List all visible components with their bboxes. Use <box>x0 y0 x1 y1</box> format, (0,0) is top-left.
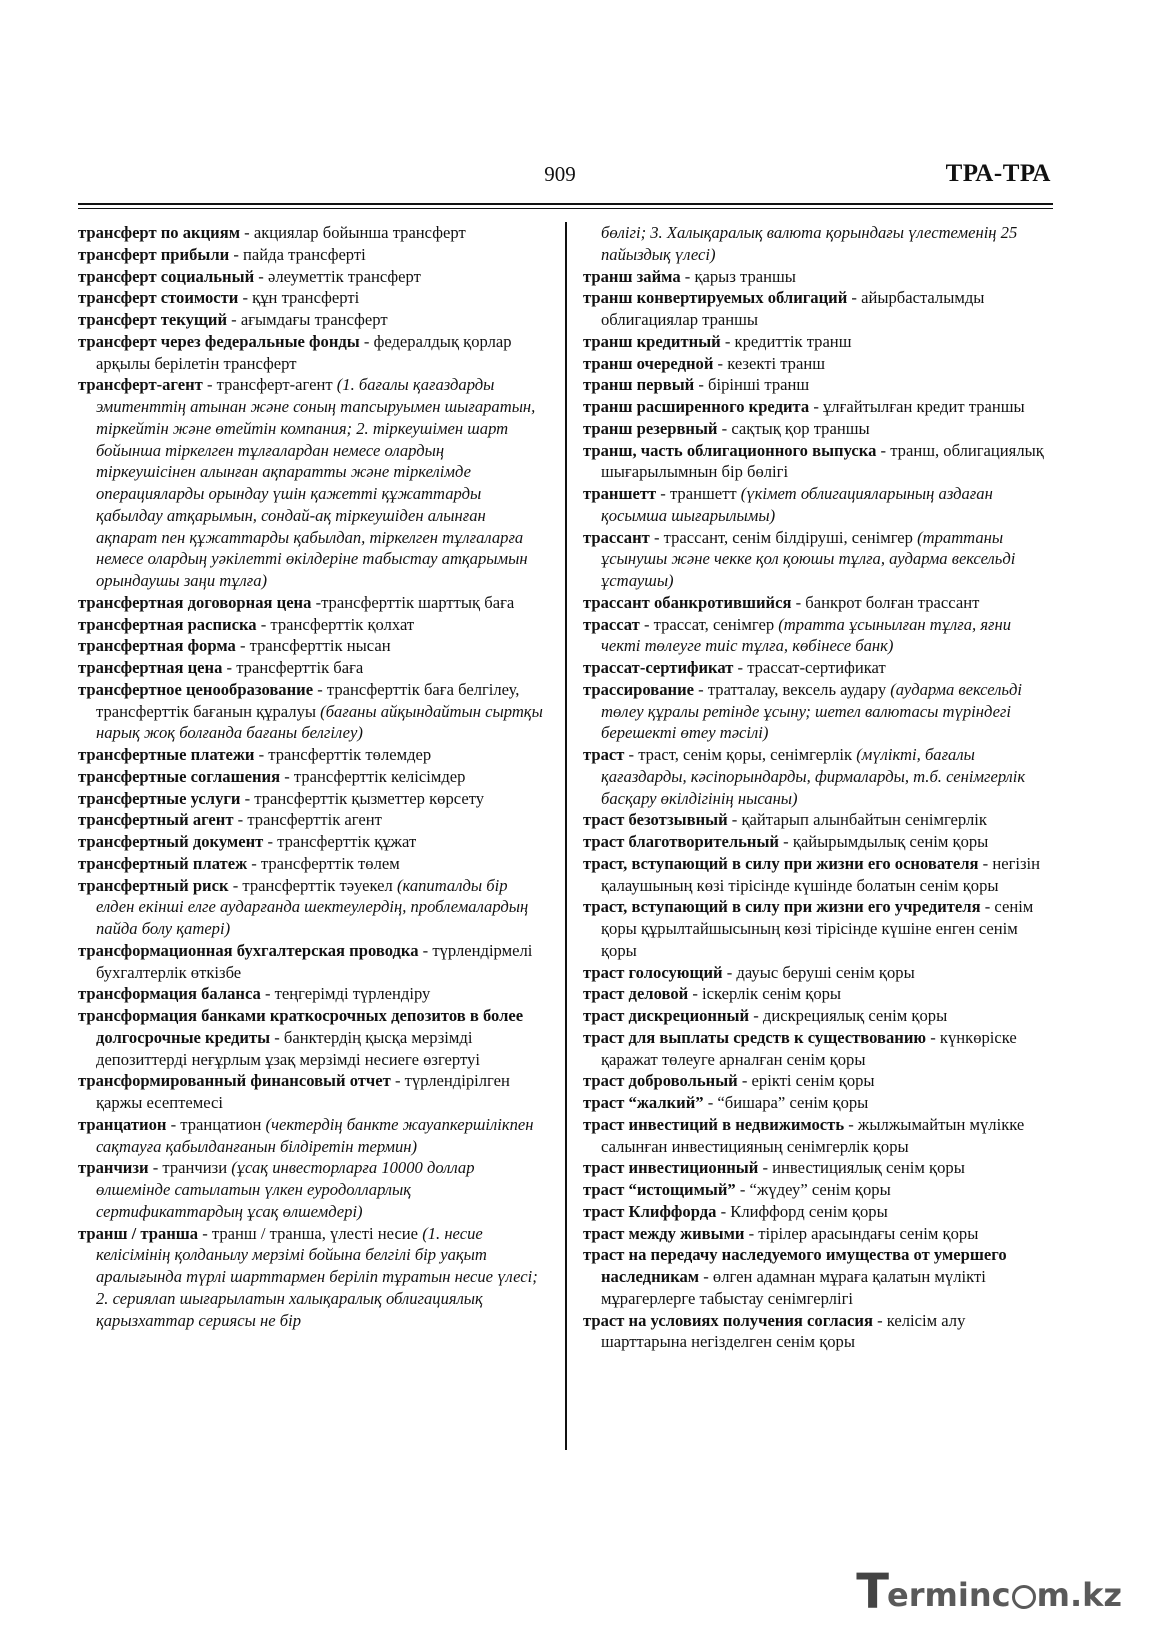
entry-definition: - пайда трансферті <box>229 244 366 264</box>
entry-term: траст инвестиционный <box>583 1158 759 1178</box>
dictionary-entry <box>583 1223 1051 1245</box>
dictionary-entry <box>583 483 1051 527</box>
entry-term: траст деловой <box>583 984 689 1004</box>
entry-term: траст, вступающий в силу при жизни его учредителя <box>583 897 981 917</box>
entry-term: трансфертная договорная цена <box>78 592 312 612</box>
entry-definition: - трансферттік тәуекел <box>228 875 397 895</box>
entry-term: трансфертный документ <box>78 832 264 851</box>
entry-definition: - теңгерімді түрлендіру <box>260 984 431 1004</box>
entry-definition: - трассат-сертификат <box>733 658 886 677</box>
dictionary-entry <box>583 896 1051 961</box>
entry-definition: - ағымдағы трансферт <box>227 310 388 329</box>
entry-note: (мүлікті, бағалы қағаздарды, кәсіпорындарды, фирмаларды, т.б. сенімгерлік басқару өкілдігінің нысаны) <box>601 745 1026 808</box>
dictionary-entry <box>78 657 548 679</box>
entry-term: трассант <box>583 527 650 547</box>
entry-definition: - айырбасталымды облигациялар траншы <box>601 288 985 329</box>
dictionary-entry <box>583 287 1051 331</box>
dictionary-entry <box>78 809 548 831</box>
entry-term: траст инвестиций в недвижимость <box>583 1114 845 1134</box>
entry-definition: - қайтарып алынбайтын сенімгерлік <box>727 810 987 830</box>
entry-definition: - трансферттік қолхат <box>256 614 415 634</box>
dictionary-entry <box>583 1244 1051 1309</box>
entry-note: (үкімет облигацияларының аздаған қосымша шығарылымы) <box>601 484 993 525</box>
entry-definition: - негізін қалаушының көзі тірісінде күшінде болатын сенім қоры <box>601 853 1041 895</box>
entry-definition: - транш, облигациялық шығарылымнын бір бөлігі <box>601 440 1044 482</box>
entry-term: траст безотзывный <box>583 810 728 830</box>
continuation-text: бөлігі; 3. Халықаралық валюта қорындағы үлестеменің 25 пайыздық үлесі) <box>601 223 1018 264</box>
entry-definition: - ерікті сенім қоры <box>737 1071 875 1091</box>
dictionary-entry <box>583 1092 1051 1114</box>
entry-term: трансфертный агент <box>78 810 234 830</box>
entry-note: (аударма вексельді төлеу құралы ретінде ұсыну; шетел валютасы түріндегі берешекті өтеу тәсілі) <box>601 679 1022 743</box>
dictionary-entry <box>78 1114 548 1158</box>
entry-definition: - трансферттік баға белгілеу, трансферттік бағанын құралуы <box>96 679 520 721</box>
entry-term: трансферт текущий <box>78 310 228 329</box>
dictionary-entry <box>78 592 548 614</box>
dictionary-entry <box>78 614 548 636</box>
dictionary-entry <box>583 331 1051 353</box>
entry-definition: - трансферттік қызметтер көрсету <box>240 788 485 808</box>
dictionary-entry <box>78 266 548 288</box>
entry-definition: - “бишара” сенім қоры <box>703 1093 869 1112</box>
dictionary-entry <box>78 1157 548 1222</box>
entry-definition: - күнкөріске қаражат төлеуге арналған сенім қоры <box>601 1027 1017 1069</box>
entry-note: (бағаны айқындайтын сыртқы нарық жоқ болғанда бағаны белгілеу) <box>96 701 543 743</box>
entry-term: трансферт социальный <box>78 266 255 286</box>
dictionary-entry <box>583 657 1051 679</box>
entry-term: трансфертные платежи <box>78 745 255 764</box>
entry-definition: - трансферт-агент <box>202 375 337 395</box>
entry-definition: - тірілер арасындағы сенім қоры <box>744 1223 979 1243</box>
dictionary-entry <box>583 744 1051 809</box>
entry-note: (капиталды бір елден екінші елге аударғанда шектеулердің, проблемалардың пайда болу қатері) <box>96 875 529 938</box>
dictionary-entry <box>583 1005 1051 1027</box>
entry-term: трассант обанкротившийся <box>583 592 792 612</box>
entry-definition: - кезекті транш <box>713 353 825 373</box>
dictionary-entry <box>583 418 1051 440</box>
dictionary-entry <box>78 635 548 657</box>
entry-term: транш первый <box>583 375 695 395</box>
entry-term: траншетт <box>583 484 657 503</box>
entry-term: трансфертная форма <box>78 636 236 656</box>
entry-term: транш очередной <box>583 353 714 373</box>
dictionary-entry <box>78 831 548 853</box>
entry-term: траст, вступающий в силу при жизни его основателя <box>583 853 979 873</box>
column-divider <box>565 222 567 1450</box>
entry-term: трансфертный платеж <box>78 853 248 873</box>
entry-term: транчизи <box>78 1158 149 1178</box>
dictionary-entry <box>78 1005 548 1070</box>
entry-term: траст Клиффорда <box>583 1201 717 1221</box>
dictionary-entry <box>583 1201 1051 1223</box>
header-rule-thin <box>78 208 1053 209</box>
entry-definition: - келісім алу шарттарына негізделген сенім қоры <box>601 1310 966 1352</box>
entry-definition: - трансферттік агент <box>233 810 382 830</box>
dictionary-entry <box>583 396 1051 418</box>
entry-definition: - сақтық қор траншы <box>717 418 870 438</box>
dictionary-entry <box>583 983 1051 1005</box>
dictionary-entry <box>78 222 548 244</box>
entry-definition: - бірінші транш <box>694 375 810 395</box>
entry-definition: - әлеуметтік трансферт <box>254 266 421 286</box>
dictionary-entry <box>583 1179 1051 1201</box>
entry-term: трансформированный финансовый отчет <box>78 1071 391 1091</box>
entry-definition: - қайырымдылық сенім қоры <box>779 832 989 851</box>
running-head: ТРА-ТРА <box>945 160 1051 187</box>
dictionary-entry <box>583 1157 1051 1179</box>
termincom-logo: T ermin c m.kz <box>856 1564 1122 1620</box>
dictionary-entry <box>78 244 548 266</box>
dictionary-entry <box>583 1114 1051 1158</box>
dictionary-entry <box>78 788 548 810</box>
entry-definition: - Клиффорд сенім қоры <box>716 1201 888 1221</box>
entry-term: траст на условиях получения согласия <box>583 1310 873 1330</box>
dictionary-entry <box>583 1027 1051 1071</box>
entry-definition: - құн трансферті <box>238 288 360 308</box>
dictionary-entry <box>78 853 548 875</box>
entry-term: траст голосующий <box>583 962 723 982</box>
entry-definition: - акциялар бойынша трансферт <box>240 223 466 242</box>
entry-definition: - жылжымайтын мүлікке салынған инвестицияның сенімгерлік қоры <box>601 1114 1025 1156</box>
dictionary-entry <box>583 1070 1051 1092</box>
entry-definition: -трансферттік шарттық баға <box>311 592 515 612</box>
entry-term: транш займа <box>583 266 681 286</box>
entry-term: траст между живыми <box>583 1223 745 1243</box>
entry-definition: - траст, сенім қоры, сенімгерлік <box>624 745 857 764</box>
entry-term: траст дискреционный <box>583 1006 750 1025</box>
entry-term: трансфертный риск <box>78 875 229 895</box>
entry-definition: - “жүдеу” сенім қоры <box>735 1180 891 1199</box>
entry-definition: - трассант, сенім білдіруші, сенімгер <box>649 527 918 547</box>
dictionary-entry <box>78 983 548 1005</box>
entry-term: трансфертная расписка <box>78 614 257 634</box>
left-column <box>78 222 548 1331</box>
entry-term: трансфертные соглашения <box>78 766 281 786</box>
entry-definition: - дискрециялық сенім қоры <box>749 1006 948 1025</box>
entry-definition: - трансферттік құжат <box>263 832 417 851</box>
entry-term: трассат-сертификат <box>583 658 734 677</box>
entry-definition: - транш / транша, үлесті несие <box>198 1223 423 1243</box>
dictionary-entry <box>583 1310 1051 1354</box>
entry-term: трансформация банками краткосрочных депозитов в более долгосрочные кредиты <box>78 1006 524 1047</box>
logo-o-ring-icon <box>1012 1585 1036 1609</box>
entry-term: трансфертное ценообразование <box>78 679 314 699</box>
dictionary-entry <box>583 809 1051 831</box>
dictionary-entry <box>78 374 548 592</box>
entry-definition: - федералдық қорлар арқылы берілетін трансферт <box>96 331 512 373</box>
page-number: 909 <box>544 162 576 186</box>
entry-term: транш / транша <box>78 1223 199 1243</box>
entry-definition: - транцатион <box>166 1114 266 1134</box>
dictionary-entry <box>78 331 548 375</box>
dictionary-entry <box>78 875 548 940</box>
entry-term: траст на передачу наследуемого имущества от умершего наследникам <box>583 1245 1007 1286</box>
entry-definition: - трансферттік баға <box>222 658 364 677</box>
entry-definition: - траншетт <box>656 484 741 503</box>
dictionary-entry <box>78 1223 548 1332</box>
entry-term: трансформация баланса <box>78 984 261 1004</box>
entry-definition: - түрлендірілген қаржы есептемесі <box>96 1071 510 1112</box>
entry-definition: - іскерлік сенім қоры <box>688 984 842 1004</box>
entry-term: трансфертная цена <box>78 658 223 677</box>
header-rule <box>78 203 1053 205</box>
entry-term: трансферт прибыли <box>78 244 230 264</box>
entry-term: трассат <box>583 614 640 634</box>
entry-term: траст <box>583 745 625 764</box>
entry-term: транш расширенного кредита <box>583 397 810 416</box>
dictionary-entry <box>78 1070 548 1114</box>
dictionary-entry <box>78 309 548 331</box>
entry-term: траст добровольный <box>583 1071 738 1091</box>
entry-definition: - трансферттік нысан <box>235 636 391 656</box>
entry-note: (траттаны ұсынушы және чекке қол қоюшы тұлға, аударма вексельді ұстаушы) <box>601 527 1016 590</box>
dictionary-entry <box>583 527 1051 592</box>
entry-term: трансформационная бухгалтерская проводка <box>78 940 419 960</box>
entry-term: траст “жалкий” <box>583 1093 704 1112</box>
dictionary-entry <box>78 940 548 984</box>
entry-definition: - сенім қоры құрылтайшысының көзі тірісінде күшіне енген сенім қоры <box>601 897 1034 960</box>
dictionary-entry <box>583 440 1051 484</box>
entry-note: (1. бағалы қағаздарды эмитенттің атынан және соның тапсыруымен шығаратын, тіркейтін және өтейтін компания; 2. тіркеушімен шарт бойынша тіркелген тұлғалардан немесе олардың тіркеушісінен алынған ақпаратты және тіркелімде операцияларды орындау үшін қажетті құжаттарды қабылдау атқарымын, сондай-ақ тіркеушіден алынған ақпарат пен құжаттарды қабылдап, тіркелген тұлғаларға немесе олардың уәкілетті өкілдеріне табыстау атқарымын орындаушы заңи тұлға) <box>96 375 536 590</box>
entry-note: (тратта ұсынылған тұлға, яғни чекті төлеуге тиіс тұлға, көбінесе банк) <box>601 614 1012 656</box>
dictionary-entry <box>78 679 548 744</box>
dictionary-entry <box>78 744 548 766</box>
dictionary-entry <box>583 374 1051 396</box>
entry-term: транш конвертируемых облигаций <box>583 288 848 308</box>
dictionary-entry <box>583 962 1051 984</box>
entry-definition: - дауыс беруші сенім қоры <box>722 962 915 982</box>
entry-term: транш, часть облигационного выпуска <box>583 440 877 460</box>
entry-term: транш резервный <box>583 418 718 438</box>
entry-definition: - қарыз траншы <box>680 266 796 286</box>
entry-definition: - трансферттік төлем <box>247 853 400 873</box>
dictionary-entry <box>583 353 1051 375</box>
entry-definition: - ұлғайтылған кредит траншы <box>809 397 1025 416</box>
entry-term: трассирование <box>583 679 695 699</box>
right-column <box>583 222 1051 1353</box>
dictionary-entry <box>583 614 1051 658</box>
entry-term: трансферт через федеральные фонды <box>78 331 360 351</box>
entry-term: трансферт стоимости <box>78 288 239 308</box>
dictionary-entry <box>583 266 1051 288</box>
entry-definition: - банктердің қысқа мерзімді депозиттерді неғұрлым ұзақ мерзімді несиеге өзгертуі <box>96 1027 480 1069</box>
dictionary-entry <box>583 592 1051 614</box>
entry-definition: - түрлендірмелі бухгалтерлік өткізбе <box>96 940 533 982</box>
entry-note: (чектердің банкте жауапкершілікпен сақтауға қабылданғанын білдіретін термин) <box>96 1114 534 1156</box>
entry-definition: - кредиттік транш <box>720 331 852 351</box>
dictionary-entry <box>583 853 1051 897</box>
entry-term: трансферт-агент <box>78 375 203 395</box>
dictionary-entry <box>78 766 548 788</box>
entry-term: транцатион <box>78 1114 167 1134</box>
entry-definition: - трансферттік төлемдер <box>254 745 432 764</box>
entry-definition: - инвестициялық сенім қоры <box>758 1158 965 1178</box>
entry-term: транш кредитный <box>583 331 721 351</box>
entry-term: траст для выплаты средств к существованию <box>583 1027 927 1047</box>
dictionary-entry <box>583 831 1051 853</box>
entry-term: траст благотворительный <box>583 832 779 851</box>
entry-definition: - транчизи <box>148 1158 232 1178</box>
entry-definition: - өлген адамнан мұраға қалатын мүлікті мұрагерлерге табыстау сенімгерлігі <box>601 1267 986 1308</box>
dictionary-entry <box>583 679 1051 744</box>
entry-definition: - тратталау, вексель аудару <box>694 679 891 699</box>
dictionary-entry <box>78 287 548 309</box>
entry-definition: - трансферттік келісімдер <box>280 766 466 786</box>
entry-note: (ұсақ инвесторларға 10000 доллар өлшемінде сатылатын үлкен еуродолларлық сертификаттардың ұсақ өлшемдері) <box>96 1158 475 1221</box>
entry-definition: - банкрот болған трассант <box>791 592 980 612</box>
entry-term: трансферт по акциям <box>78 223 241 242</box>
entry-term: трансфертные услуги <box>78 788 241 808</box>
entry-term: траст “истощимый” <box>583 1180 736 1199</box>
entry-note: (1. несие келісімінің қолданылу мерзімі бойына белгілі бір уақыт аралығында түрлі шарттармен беріліп тұратын несие үлесі; 2. сериялап шығарылатын халықаралық облигациялық қарызхаттар сериясы не бір <box>96 1223 538 1330</box>
entry-definition: - трассат, сенімгер <box>639 614 779 634</box>
